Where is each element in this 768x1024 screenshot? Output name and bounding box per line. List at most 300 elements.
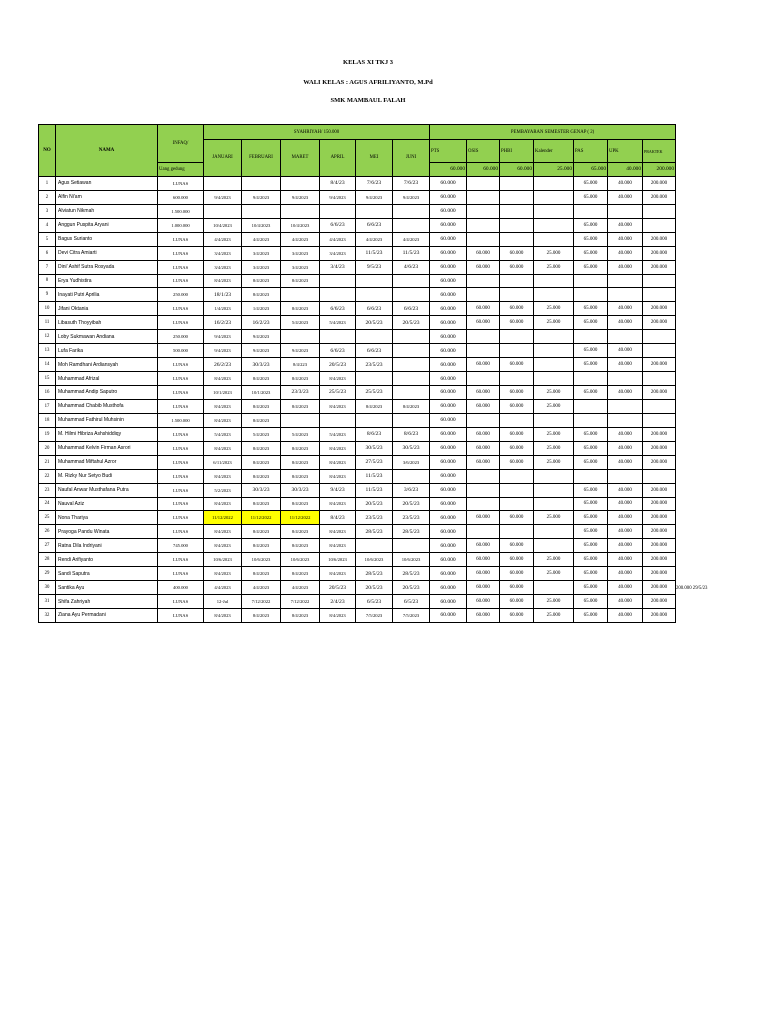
row-semester-cell — [534, 330, 574, 344]
row-month-cell: 4/4/2023 — [204, 581, 242, 595]
row-semester-cell: 60.000 — [430, 511, 467, 525]
row-month-cell: 8/4/2023 — [320, 399, 356, 413]
row-month-cell: 25/5/23 — [356, 386, 393, 400]
row-month-cell: 11/12/2022 — [281, 511, 320, 525]
row-infaq: 250.000 — [158, 330, 204, 344]
row-semester-cell: 60.000 — [430, 330, 467, 344]
row-semester-cell: 25.000 — [534, 302, 574, 316]
row-semester-cell: 40.000 — [608, 232, 643, 246]
row-semester-cell — [467, 218, 500, 232]
row-month-cell: 8/4/23 — [320, 176, 356, 190]
row-semester-cell: 200.000 — [643, 358, 676, 372]
row-name: Moh Ramdhani Ardiansyah — [56, 358, 158, 372]
row-month-cell: 8/4/2023 — [281, 399, 320, 413]
row-name: Ziana Ayu Permadani — [56, 609, 158, 623]
header-sem-praktek: PRAKTEK — [643, 140, 676, 163]
row-month-cell — [393, 386, 430, 400]
row-month-cell: 8/4/2023 — [281, 455, 320, 469]
row-semester-cell: 65.000 — [574, 497, 608, 511]
row-no: 10 — [39, 302, 56, 316]
row-semester-cell: 60.000 — [430, 441, 467, 455]
row-semester-cell: 60.000 — [500, 581, 534, 595]
row-month-cell: 28/5/23 — [393, 567, 430, 581]
row-month-cell — [242, 176, 281, 190]
row-month-cell: 30/3/23 — [242, 358, 281, 372]
row-month-cell: 6/6/23 — [320, 302, 356, 316]
row-no: 16 — [39, 386, 56, 400]
row-no: 3 — [39, 204, 56, 218]
row-name: Rendi Arifiyanto — [56, 553, 158, 567]
row-semester-cell: 200.000 — [643, 232, 676, 246]
row-no: 29 — [39, 567, 56, 581]
payment-table — [38, 124, 676, 623]
row-infaq: LUNAS — [158, 497, 204, 511]
row-semester-cell: 60.000 — [500, 302, 534, 316]
row-month-cell: 23/5/23 — [356, 511, 393, 525]
table-row — [39, 553, 676, 567]
row-semester-cell: 60.000 — [467, 260, 500, 274]
row-month-cell: 4/4/2023 — [393, 232, 430, 246]
table-header — [39, 125, 676, 177]
row-no: 6 — [39, 246, 56, 260]
row-no: 32 — [39, 609, 56, 623]
row-month-cell: 4/4/2023 — [281, 232, 320, 246]
row-semester-cell — [643, 344, 676, 358]
row-month-cell: 16/2/23 — [242, 316, 281, 330]
row-month-cell: 10/4/2023 — [204, 218, 242, 232]
row-month-cell: 5/2/2023 — [204, 483, 242, 497]
row-semester-cell: 60.000 — [467, 358, 500, 372]
row-semester-cell — [500, 344, 534, 358]
table-row — [39, 372, 676, 386]
row-infaq: 400.000 — [158, 581, 204, 595]
table-row — [39, 595, 676, 609]
row-month-cell — [393, 274, 430, 288]
row-semester-cell: 25.000 — [534, 441, 574, 455]
row-semester-cell: 40.000 — [608, 441, 643, 455]
row-infaq: LUNAS — [158, 469, 204, 483]
row-semester-cell — [534, 204, 574, 218]
row-month-cell: 9/4/2023 — [281, 190, 320, 204]
row-semester-cell — [467, 288, 500, 302]
table-row — [39, 218, 676, 232]
row-semester-cell: 60.000 — [430, 525, 467, 539]
row-month-cell: 27/5/23 — [356, 455, 393, 469]
row-no: 22 — [39, 469, 56, 483]
row-semester-cell — [643, 274, 676, 288]
row-name: Muhammad Kelvin Firman Asrori — [56, 441, 158, 455]
row-semester-cell: 60.000 — [467, 567, 500, 581]
row-month-cell: 6/6/23 — [356, 302, 393, 316]
row-semester-cell: 40.000 — [608, 176, 643, 190]
row-month-cell: 7/12/2022 — [281, 595, 320, 609]
table-row — [39, 288, 676, 302]
row-semester-cell: 65.000 — [574, 483, 608, 497]
row-month-cell — [320, 413, 356, 427]
row-month-cell: 8/4/2023 — [204, 413, 242, 427]
row-month-cell: 10/1/2023 — [242, 386, 281, 400]
row-month-cell: 8/4/2023 — [242, 372, 281, 386]
row-month-cell: 8/4/2023 — [242, 441, 281, 455]
row-semester-cell: 65.000 — [574, 246, 608, 260]
row-semester-cell: 40.000 — [608, 567, 643, 581]
row-name: Nauval Aziz — [56, 497, 158, 511]
row-semester-cell: 25.000 — [534, 609, 574, 623]
row-semester-cell: 200.000 — [643, 260, 676, 274]
row-semester-cell: 40.000 — [608, 260, 643, 274]
row-month-cell: 6/6/23 — [356, 218, 393, 232]
row-month-cell: 26/2/23 — [204, 358, 242, 372]
row-no: 2 — [39, 190, 56, 204]
row-month-cell: 10/6/2023 — [356, 553, 393, 567]
row-month-cell: 23/5/23 — [393, 511, 430, 525]
row-month-cell: 3/4/2023 — [320, 246, 356, 260]
row-name: Ratna Dila Indriyani — [56, 539, 158, 553]
row-month-cell: 8/4/2023 — [320, 469, 356, 483]
row-month-cell: 8/4/2023 — [320, 455, 356, 469]
row-month-cell: 4/4/2023 — [242, 232, 281, 246]
school-title: SMK MAMBAUL FALAH — [330, 97, 406, 104]
row-infaq: LUNAS — [158, 511, 204, 525]
row-no: 30 — [39, 581, 56, 595]
row-month-cell: 20/5/23 — [393, 316, 430, 330]
table-row — [39, 511, 676, 525]
row-semester-cell: 60.000 — [500, 358, 534, 372]
header-month-juni: JUNI — [393, 140, 430, 177]
row-month-cell — [320, 204, 356, 218]
row-month-cell: 6/6/23 — [393, 302, 430, 316]
row-semester-cell — [534, 525, 574, 539]
row-month-cell: 3/4/23 — [320, 260, 356, 274]
row-semester-cell — [534, 497, 574, 511]
row-semester-cell: 60.000 — [467, 441, 500, 455]
row-semester-cell — [534, 539, 574, 553]
row-semester-cell: 200.000 — [643, 386, 676, 400]
row-semester-cell — [500, 218, 534, 232]
row-semester-cell — [534, 372, 574, 386]
row-name: Erya Yudhistira — [56, 274, 158, 288]
row-no: 31 — [39, 595, 56, 609]
row-month-cell: 8/4/2023 — [204, 567, 242, 581]
row-semester-cell: 200.000 — [643, 176, 676, 190]
row-semester-cell: 60.000 — [430, 316, 467, 330]
row-month-cell: 8/4/2023 — [242, 525, 281, 539]
row-name: Inayati Putri Aprilia — [56, 288, 158, 302]
table-row — [39, 581, 676, 595]
row-semester-cell — [534, 358, 574, 372]
row-month-cell: 5/4/2023 — [320, 427, 356, 441]
row-infaq: LUNAS — [158, 260, 204, 274]
header-sem-phbi: PHBI — [500, 140, 534, 163]
row-semester-cell: 60.000 — [500, 455, 534, 469]
row-semester-cell: 65.000 — [574, 190, 608, 204]
row-month-cell — [393, 372, 430, 386]
table-row — [39, 567, 676, 581]
header-infaq: INFAQ/ — [158, 125, 204, 163]
row-month-cell: 8/4/2023 — [204, 539, 242, 553]
row-infaq: 1.500.000 — [158, 413, 204, 427]
row-month-cell: 11/5/23 — [393, 246, 430, 260]
row-infaq: 745.000 — [158, 539, 204, 553]
row-semester-cell: 200.000 — [643, 567, 676, 581]
row-no: 14 — [39, 358, 56, 372]
row-semester-cell: 65.000 — [574, 539, 608, 553]
row-month-cell: 9/4/2023 — [204, 190, 242, 204]
row-month-cell: 8/4/2023 — [242, 469, 281, 483]
row-name: Prayoga Pandu Winata — [56, 525, 158, 539]
row-semester-cell: 60.000 — [430, 497, 467, 511]
row-semester-cell: 40.000 — [608, 316, 643, 330]
row-month-cell: 4/4/2023 — [320, 232, 356, 246]
row-month-cell: 3/4/2023 — [281, 260, 320, 274]
row-semester-cell: 60.000 — [430, 455, 467, 469]
row-month-cell — [242, 204, 281, 218]
row-name: Alviatun Nikmah — [56, 204, 158, 218]
row-name: Lufa Farika — [56, 344, 158, 358]
row-semester-cell: 60.000 — [430, 288, 467, 302]
row-name: Muhammad Fathirul Muhsinin — [56, 413, 158, 427]
row-semester-cell — [608, 413, 643, 427]
header-pembayaran: PEMBAYARAN SEMESTER GENAP ( 2) — [430, 125, 676, 140]
row-semester-cell: 60.000 — [430, 176, 467, 190]
row-month-cell: 8/4/2023 — [281, 469, 320, 483]
row-month-cell: 8/4/2023 — [204, 609, 242, 623]
row-semester-cell: 65.000 — [574, 386, 608, 400]
row-month-cell: 30/5/23 — [393, 441, 430, 455]
row-month-cell — [393, 358, 430, 372]
row-month-cell: 20/5/23 — [393, 497, 430, 511]
row-semester-cell — [500, 288, 534, 302]
row-semester-cell: 200.000 — [643, 525, 676, 539]
row-month-cell — [393, 288, 430, 302]
row-month-cell — [393, 413, 430, 427]
row-no: 12 — [39, 330, 56, 344]
row-month-cell: 1/4/2023 — [204, 302, 242, 316]
header-no: NO — [39, 125, 56, 177]
row-semester-cell: 65.000 — [574, 427, 608, 441]
row-month-cell — [281, 176, 320, 190]
row-semester-cell: 65.000 — [574, 302, 608, 316]
row-semester-cell — [534, 581, 574, 595]
row-month-cell: 6/6/23 — [356, 344, 393, 358]
row-semester-cell: 65.000 — [574, 358, 608, 372]
row-month-cell: 11/12/2022 — [204, 511, 242, 525]
row-infaq: LUNAS — [158, 483, 204, 497]
row-semester-cell: 60.000 — [467, 302, 500, 316]
row-semester-cell — [467, 413, 500, 427]
row-month-cell: 9/4/2023 — [204, 330, 242, 344]
row-semester-cell: 60.000 — [430, 344, 467, 358]
row-month-cell — [356, 413, 393, 427]
row-semester-cell: 25.000 — [534, 455, 574, 469]
row-semester-cell: 40.000 — [608, 483, 643, 497]
row-month-cell: 6/5/23 — [356, 595, 393, 609]
row-semester-cell — [574, 204, 608, 218]
row-month-cell — [356, 288, 393, 302]
row-semester-cell — [534, 218, 574, 232]
row-semester-cell: 60.000 — [430, 399, 467, 413]
row-name: Sandi Saputra — [56, 567, 158, 581]
row-infaq: LUNAS — [158, 372, 204, 386]
row-infaq: 1.000.000 — [158, 218, 204, 232]
row-semester-cell: 60.000 — [467, 539, 500, 553]
row-semester-cell — [500, 483, 534, 497]
table-row — [39, 469, 676, 483]
row-month-cell: 20/5/23 — [320, 358, 356, 372]
row-semester-cell: 60.000 — [500, 386, 534, 400]
row-semester-cell — [534, 413, 574, 427]
row-month-cell: 10/4/2023 — [242, 218, 281, 232]
row-month-cell: 20/5/23 — [393, 581, 430, 595]
row-month-cell: 8/4/2023 — [204, 274, 242, 288]
header-sem-pts: PTS — [430, 140, 467, 163]
table-row — [39, 441, 676, 455]
row-semester-cell: 60.000 — [430, 204, 467, 218]
row-infaq: LUNAS — [158, 386, 204, 400]
row-semester-cell: 65.000 — [574, 316, 608, 330]
row-month-cell — [320, 330, 356, 344]
row-month-cell: 8/4/2023 — [204, 497, 242, 511]
row-semester-cell: 60.000 — [500, 441, 534, 455]
row-month-cell: 6/5/23 — [393, 595, 430, 609]
row-month-cell: 6/6/23 — [320, 344, 356, 358]
row-no: 21 — [39, 455, 56, 469]
row-name: Dini' Ashif Sutra Rosyada — [56, 260, 158, 274]
row-semester-cell — [643, 288, 676, 302]
row-semester-cell: 60.000 — [500, 567, 534, 581]
row-month-cell: 8/4/2023 — [281, 302, 320, 316]
row-semester-cell — [608, 469, 643, 483]
row-month-cell: 4/4/2023 — [242, 581, 281, 595]
table-row — [39, 246, 676, 260]
row-semester-cell — [574, 288, 608, 302]
row-month-cell: 8/4/2023 — [320, 497, 356, 511]
row-semester-cell — [534, 469, 574, 483]
row-semester-cell — [500, 372, 534, 386]
row-semester-cell — [534, 274, 574, 288]
row-name: M. Rizky Nur Setyo Budi — [56, 469, 158, 483]
row-infaq: 500.000 — [158, 344, 204, 358]
row-semester-cell — [608, 330, 643, 344]
row-month-cell — [356, 539, 393, 553]
row-month-cell — [393, 204, 430, 218]
table-body — [39, 176, 676, 622]
row-month-cell: 8/6/23 — [393, 427, 430, 441]
table-row — [39, 386, 676, 400]
row-semester-cell — [534, 483, 574, 497]
row-no: 18 — [39, 413, 56, 427]
row-month-cell: 20/5/23 — [356, 316, 393, 330]
row-semester-cell: 200.000 — [643, 455, 676, 469]
row-semester-cell — [500, 176, 534, 190]
row-month-cell: 4/4/2023 — [204, 232, 242, 246]
row-semester-cell: 60.000 — [430, 483, 467, 497]
row-infaq: 600.000 — [158, 190, 204, 204]
row-month-cell: 8/6/23 — [356, 427, 393, 441]
row-semester-cell: 200.000 — [643, 609, 676, 623]
row-semester-cell: 25.000 — [534, 567, 574, 581]
row-semester-cell — [467, 190, 500, 204]
row-month-cell: 8/4/2023 — [242, 609, 281, 623]
row-month-cell: 30/3/23 — [242, 483, 281, 497]
header-month-februari: FEBRUARI — [242, 140, 281, 177]
row-month-cell: 8/4/2023 — [320, 567, 356, 581]
row-month-cell: 8/4/2023 — [204, 441, 242, 455]
row-semester-cell: 60.000 — [430, 274, 467, 288]
row-semester-cell: 25.000 — [534, 553, 574, 567]
row-semester-cell: 25.000 — [534, 427, 574, 441]
row-semester-cell: 40.000 — [608, 525, 643, 539]
row-month-cell: 4/6/23 — [393, 260, 430, 274]
row-semester-cell: 60.000 — [500, 399, 534, 413]
row-semester-cell — [608, 288, 643, 302]
row-infaq: LUNAS — [158, 427, 204, 441]
row-semester-cell: 40.000 — [608, 609, 643, 623]
table-row — [39, 525, 676, 539]
row-no: 13 — [39, 344, 56, 358]
row-semester-cell: 40.000 — [608, 497, 643, 511]
row-month-cell: 8/4/2023 — [281, 274, 320, 288]
row-month-cell: 23/3/23 — [281, 386, 320, 400]
table-row — [39, 358, 676, 372]
header-month-april: APRIL — [320, 140, 356, 177]
row-month-cell — [393, 344, 430, 358]
row-month-cell: 5/4/2023 — [320, 316, 356, 330]
row-semester-cell: 60.000 — [467, 581, 500, 595]
row-month-cell: 25/5/23 — [320, 386, 356, 400]
header-syahriyah: SYAHRIYAH/ 150.000 — [204, 125, 430, 140]
row-semester-cell — [574, 330, 608, 344]
row-month-cell: 5/4/2023 — [242, 427, 281, 441]
row-month-cell — [356, 274, 393, 288]
row-semester-cell: 60.000 — [467, 316, 500, 330]
row-semester-cell — [574, 274, 608, 288]
row-semester-cell: 40.000 — [608, 595, 643, 609]
row-semester-cell: 25.000 — [534, 386, 574, 400]
row-semester-cell: 65.000 — [574, 344, 608, 358]
row-name: Muhammad Afrizal — [56, 372, 158, 386]
row-month-cell: 5/4/2023 — [281, 427, 320, 441]
row-month-cell: 3/6/23 — [393, 483, 430, 497]
row-semester-cell: 200.000 — [643, 246, 676, 260]
row-no: 9 — [39, 288, 56, 302]
row-semester-cell: 25.000 — [534, 260, 574, 274]
row-semester-cell — [643, 218, 676, 232]
row-semester-cell: 65.000 — [574, 553, 608, 567]
row-month-cell: 3/4/2023 — [281, 246, 320, 260]
row-semester-cell: 200.000 — [643, 441, 676, 455]
row-month-cell — [320, 288, 356, 302]
row-month-cell: 3/4/2023 — [242, 246, 281, 260]
row-semester-cell: 40.000 — [608, 190, 643, 204]
row-semester-cell: 60.000 — [430, 260, 467, 274]
row-semester-cell: 60.000 — [467, 511, 500, 525]
row-month-cell: 11/5/23 — [356, 246, 393, 260]
header-price-6: 200.000 — [643, 163, 676, 177]
row-semester-cell — [608, 274, 643, 288]
row-semester-cell: 200.000 — [643, 302, 676, 316]
row-month-cell: 7/6/23 — [393, 176, 430, 190]
row-no: 4 — [39, 218, 56, 232]
row-infaq: LUNAS — [158, 525, 204, 539]
row-month-cell: 5/4/2023 — [281, 316, 320, 330]
row-semester-cell — [643, 204, 676, 218]
row-month-cell: 7/12/2022 — [242, 595, 281, 609]
row-semester-cell: 60.000 — [430, 413, 467, 427]
row-semester-cell: 60.000 — [430, 427, 467, 441]
row-month-cell: 9/4/2023 — [242, 330, 281, 344]
row-no: 15 — [39, 372, 56, 386]
